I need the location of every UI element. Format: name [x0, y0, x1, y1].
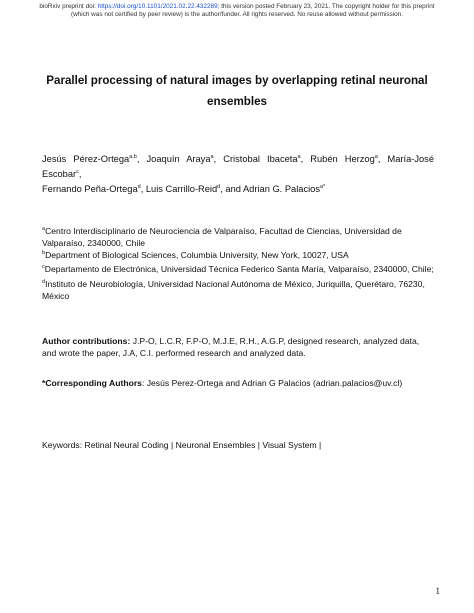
author-sup: c — [76, 168, 79, 175]
author-sep: , — [78, 169, 82, 179]
page-number: 1 — [435, 586, 440, 596]
author-sup: a — [297, 153, 301, 160]
contributions-label: Author contributions: — [42, 336, 131, 346]
author-sep: , — [136, 154, 147, 164]
affiliations — [42, 226, 434, 303]
author-sup: d — [137, 183, 141, 190]
affiliation-sup: b — [42, 249, 46, 256]
author-sup: a,b — [129, 153, 137, 160]
author-6 — [42, 184, 146, 194]
author-1 — [42, 154, 147, 164]
author-list — [42, 152, 434, 197]
contributions-text: J.P-O, L.C.R, F.P-O, M.J.E, R.H., A.G.P, designed research, analyzed data, and wrote the paper, J.A, C.I. performed research and analyzed data. — [42, 336, 420, 358]
author-8 — [243, 184, 325, 194]
author-sup: a — [374, 153, 378, 160]
header-copyright: ; this version posted February 23, 2021. The copyright holder for this preprint — [217, 3, 435, 10]
author-line-2 — [42, 182, 434, 197]
affiliation-text: Department of Biological Sciences, Columbia University, New York, 10027, USA — [45, 249, 349, 260]
author-sep: , — [377, 154, 388, 164]
author-contributions — [42, 336, 434, 360]
paper-title: Parallel processing of natural images by overlapping retinal neuronal ensembles — [46, 74, 428, 108]
author-sep: , — [213, 154, 224, 164]
author-name: Jesús Pérez-Ortega — [42, 154, 130, 164]
corresponding-text: : Jesús Perez-Ortega and Adrian G Palacios (adrian.palacios@uv.cl) — [141, 378, 403, 388]
author-7 — [146, 184, 243, 194]
header-line-2: (which was not certified by peer review) is the author/funder. All rights reserved. No reuse allowed without permission. — [70, 11, 404, 18]
corresponding-label: *Corresponding Authors — [42, 378, 142, 388]
corresponding-authors — [42, 378, 434, 390]
header-prefix: bioRxiv preprint doi: — [39, 3, 98, 10]
keywords: Keywords: Retinal Neural Coding | Neuronal Ensembles | Visual System | — [42, 440, 322, 450]
preprint-header — [0, 3, 474, 19]
author-sep: , — [300, 154, 311, 164]
author-name: Rubén Herzog — [310, 154, 375, 164]
author-sep: , — [140, 184, 146, 194]
author-name: Luis Carrillo-Reid — [145, 184, 218, 194]
author-4 — [310, 154, 387, 164]
affiliation-c — [42, 264, 434, 276]
affiliation-text: Departamento de Electrónica, Universidad Técnica Federico Santa María, Valparaíso, 2340000, Chile; — [44, 264, 434, 275]
doi-link[interactable]: https://doi.org/10.1101/2021.02.22.432289 — [97, 3, 218, 10]
affiliation-text: Instituto de Neurobiología, Universidad Nacional Autónoma de México, Juriquilla, Querétaro, 76230, México — [42, 279, 425, 301]
author-sup: a* — [319, 183, 326, 190]
author-sup: a — [210, 153, 214, 160]
affiliation-sup: c — [42, 264, 45, 271]
affiliation-a — [42, 226, 434, 250]
author-3 — [223, 154, 310, 164]
author-name: Joaquín Araya — [146, 154, 211, 164]
author-sep: , and — [220, 184, 243, 194]
affiliation-d — [42, 279, 434, 303]
author-name: Adrian G. Palacios — [242, 184, 320, 194]
author-name: Cristobal Ibaceta — [223, 154, 298, 164]
affiliation-sup: d — [42, 279, 46, 286]
author-sup: d — [217, 183, 221, 190]
author-2 — [147, 154, 224, 164]
affiliation-sup: a — [42, 226, 46, 233]
header-line-1 — [0, 3, 474, 11]
affiliation-text: Centro Interdisciplinario de Neurociencia de Valparaíso, Facultad de Ciencias, Universidad de Valparaíso, 2340000, Chile — [42, 226, 402, 248]
affiliation-b — [42, 250, 434, 262]
author-name: Fernando Peña-Ortega — [42, 184, 138, 194]
author-name: María-José Escobar — [42, 154, 434, 179]
